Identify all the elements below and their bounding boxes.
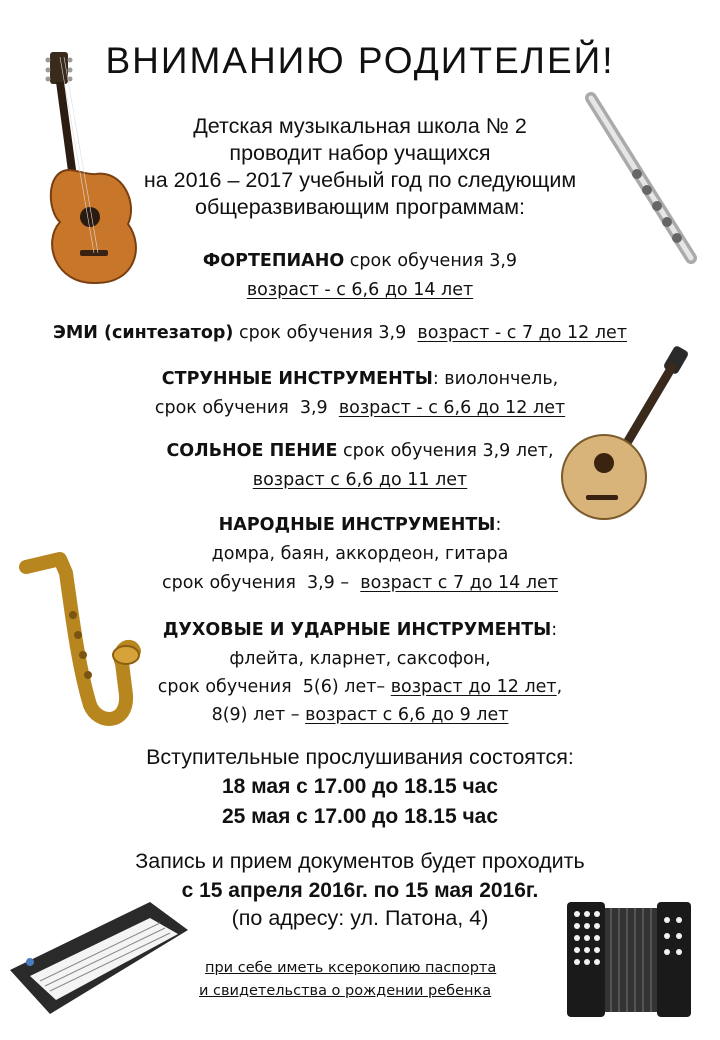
program-wind-age1: возраст до 12 лет	[390, 677, 557, 697]
note-line-2: и свидетельства о рождении ребенка	[199, 983, 492, 999]
program-folk-age: возраст с 7 до 14 лет	[360, 573, 559, 593]
auditions-heading: Вступительные прослушивания состоятся:	[146, 745, 574, 769]
program-wind-term2: 8(9) лет –	[211, 705, 306, 725]
program-piano-term: срок обучения 3,9	[344, 251, 518, 271]
program-vocal-age: возраст с 6,6 до 11 лет	[252, 470, 468, 490]
program-strings-term: срок обучения 3,9	[154, 398, 339, 418]
domra-icon	[560, 345, 690, 525]
program-wind-term1: срок обучения 5(6) лет–	[157, 677, 391, 697]
program-emi-name: ЭМИ (синтезатор)	[53, 323, 234, 343]
saxophone-icon	[18, 555, 138, 730]
program-folk-colon: :	[495, 515, 502, 535]
intro-line-2: проводит набор учащихся	[229, 141, 491, 165]
program-piano-name: ФОРТЕПИАНО	[202, 251, 345, 271]
note-line-1: при себе иметь ксерокопию паспорта	[205, 960, 497, 976]
guitar-icon	[40, 52, 150, 287]
enrollment-address: (по адресу: ул. Патона, 4)	[231, 906, 489, 930]
program-strings-age: возраст - с 6,6 до 12 лет	[338, 398, 566, 418]
accordion-icon	[565, 900, 695, 1025]
program-wind-instruments: флейта, кларнет, саксофон,	[229, 649, 491, 669]
program-vocal-term: срок обучения 3,9 лет,	[337, 441, 554, 461]
keyboard-icon	[10, 900, 190, 1020]
program-folk-name: НАРОДНЫЕ ИНСТРУМЕНТЫ	[218, 515, 496, 535]
program-folk-instruments: домра, баян, аккордеон, гитара	[211, 544, 509, 564]
enrollment-dates: с 15 апреля 2016г. по 15 мая 2016г.	[181, 879, 539, 902]
program-emi-age: возраст - с 7 до 12 лет	[417, 323, 628, 343]
intro-line-3: на 2016 – 2017 учебный год по следующим	[143, 168, 577, 192]
program-wind-age2: возраст с 6,6 до 9 лет	[305, 705, 509, 725]
audition-date-2: 25 мая с 17.00 до 18.15 час	[221, 805, 499, 828]
program-piano-age: возраст - с 6,6 до 14 лет	[246, 280, 474, 300]
program-wind-colon: :	[551, 620, 558, 640]
enrollment-heading: Запись и прием документов будет проходить	[135, 849, 585, 873]
flute-icon	[585, 92, 700, 267]
program-wind-name: ДУХОВЫЕ И УДАРНЫЕ ИНСТРУМЕНТЫ	[162, 620, 552, 640]
program-vocal-name: СОЛЬНОЕ ПЕНИЕ	[166, 441, 338, 461]
program-strings-suffix: : виолончель,	[432, 369, 559, 389]
page-title: ВНИМАНИЮ РОДИТЕЛЕЙ!	[105, 40, 615, 81]
program-emi-term: срок обучения 3,9	[233, 323, 418, 343]
program-folk-term: срок обучения 3,9 –	[161, 573, 361, 593]
intro-line-1: Детская музыкальная школа № 2	[193, 114, 527, 138]
intro-line-4: общеразвивающим программам:	[195, 195, 525, 219]
audition-date-1: 18 мая с 17.00 до 18.15 час	[221, 775, 499, 798]
program-strings-name: СТРУННЫЕ ИНСТРУМЕНТЫ	[161, 369, 433, 389]
program-emi-line	[53, 323, 627, 343]
program-wind-comma: ,	[556, 677, 563, 697]
